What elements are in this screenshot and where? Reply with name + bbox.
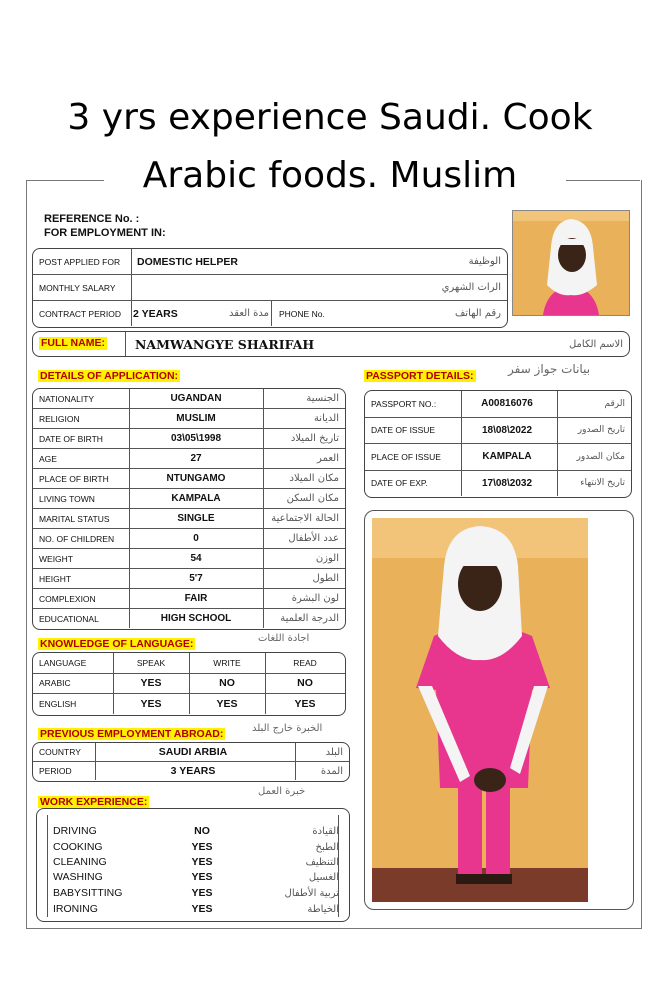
work-experience-table	[36, 808, 350, 922]
passport-value: 17\08\2032	[481, 477, 533, 489]
table-row	[33, 589, 345, 609]
language-read-value: NO	[297, 677, 313, 690]
table-row	[365, 444, 631, 471]
column-divider	[113, 653, 114, 673]
contract-period-label: CONTRACT PERIOD	[39, 308, 122, 319]
detail-label: AGE	[39, 453, 57, 464]
detail-value: KAMPALA	[171, 493, 221, 504]
work-skill-value: YES	[191, 871, 213, 883]
detail-arabic: الجنسية	[306, 393, 339, 404]
work-skill-arabic: القيادة	[312, 825, 339, 837]
detail-label: NO. OF CHILDREN	[39, 533, 115, 544]
language-name: ENGLISH	[39, 699, 77, 710]
knowledge-of-language-heading: KNOWLEDGE OF LANGUAGE:	[40, 638, 194, 650]
headline-line-1: 3 yrs experience Saudi. Cook	[67, 97, 593, 138]
table-row	[33, 509, 345, 529]
passport-label: DATE OF EXP.	[371, 478, 428, 489]
language-column-header: LANGUAGE	[39, 657, 87, 668]
detail-value: 27	[190, 453, 202, 464]
language-column-header: SPEAK	[136, 657, 166, 668]
work-skill-label: WASHING	[53, 871, 103, 883]
detail-value: HIGH SCHOOL	[160, 613, 232, 624]
language-write-value: NO	[219, 677, 235, 690]
table-row	[33, 449, 345, 469]
passport-value: 18\08\2022	[481, 424, 533, 436]
language-table	[32, 652, 346, 716]
monthly-salary-arabic: الرات الشهري	[441, 282, 501, 293]
table-row	[365, 391, 631, 418]
language-read-value: YES	[294, 698, 316, 711]
detail-label: LIVING TOWN	[39, 493, 95, 504]
passport-arabic: مكان الصدور	[576, 451, 625, 462]
table-row	[33, 569, 345, 589]
table-row	[33, 549, 345, 569]
detail-value: FAIR	[184, 593, 208, 604]
detail-label: RELIGION	[39, 413, 80, 424]
passport-arabic: تاريخ الصدور	[577, 425, 625, 436]
table-row	[33, 609, 345, 628]
phone-number-label: PHONE No.	[279, 308, 325, 319]
passport-arabic: الرقم	[604, 398, 625, 409]
detail-value: SINGLE	[177, 513, 215, 524]
previous-employment-label: PERIOD	[39, 766, 72, 776]
work-skill-value: YES	[191, 903, 213, 915]
table-row	[33, 489, 345, 509]
language-speak-value: YES	[140, 677, 162, 690]
contract-period-arabic: مدة العقد	[229, 308, 269, 319]
applicant-full-body-photo	[372, 518, 588, 902]
detail-arabic: الديانة	[313, 413, 339, 424]
detail-label: NATIONALITY	[39, 393, 95, 404]
frame-top-right-rule	[566, 180, 640, 181]
work-skill-value: YES	[191, 856, 213, 868]
passport-label: DATE OF ISSUE	[371, 425, 436, 436]
previous-employment-heading: PREVIOUS EMPLOYMENT ABROAD:	[40, 728, 224, 740]
detail-arabic: العمر	[317, 453, 339, 464]
post-applied-arabic: الوظيفة	[468, 256, 501, 267]
language-column-header: WRITE	[213, 657, 241, 668]
work-skill-arabic: الغسيل	[308, 871, 339, 883]
table-row	[365, 418, 631, 445]
table-row	[33, 409, 345, 429]
language-speak-value: YES	[140, 698, 162, 711]
employment-in-label: FOR EMPLOYMENT IN:	[44, 227, 166, 239]
work-skill-arabic: التنظيف	[305, 856, 339, 868]
detail-label: MARITAL STATUS	[39, 513, 110, 524]
previous-employment-table	[32, 742, 350, 782]
work-skill-arabic: تربية الأطفال	[284, 887, 339, 899]
detail-label: DATE OF BIRTH	[39, 433, 103, 444]
detail-value: UGANDAN	[170, 393, 222, 404]
headline-line-2: Arabic foods. Muslim	[142, 155, 518, 196]
work-skill-value: YES	[191, 841, 213, 853]
table-row	[365, 471, 631, 497]
previous-employment-arabic: المدة	[320, 765, 343, 777]
detail-value: 5'7	[189, 573, 203, 584]
table-row	[33, 469, 345, 489]
previous-employment-arabic-heading: الخبرة خارج البلد	[252, 723, 323, 734]
phone-number-arabic: رقم الهاتف	[454, 308, 501, 319]
detail-label: PLACE OF BIRTH	[39, 473, 109, 484]
work-skill-arabic: الخياطة	[307, 903, 339, 915]
work-skill-label: COOKING	[53, 841, 103, 853]
work-skill-label: DRIVING	[53, 825, 97, 837]
detail-arabic: الطول	[312, 573, 339, 584]
table-row	[33, 743, 349, 762]
detail-arabic: مكان الميلاد	[289, 473, 339, 484]
post-details-table	[32, 248, 508, 328]
work-skill-value: YES	[191, 887, 213, 899]
detail-label: EDUCATIONAL	[39, 613, 99, 624]
table-row	[33, 249, 507, 275]
table-row	[33, 301, 507, 326]
passport-details-arabic-heading: بيانات جواز سفر	[508, 362, 591, 376]
passport-value: KAMPALA	[482, 451, 532, 463]
knowledge-of-language-arabic-heading: اجادة اللغات	[258, 633, 310, 644]
table-header-row	[33, 653, 345, 674]
language-column-header: READ	[293, 657, 317, 668]
detail-label: WEIGHT	[39, 553, 73, 564]
detail-value: MUSLIM	[176, 413, 216, 424]
applicant-portrait-photo	[512, 210, 630, 316]
previous-employment-value: 3 YEARS	[170, 765, 216, 777]
full-name-label: FULL NAME:	[41, 337, 105, 349]
passport-details-heading: PASSPORT DETAILS:	[366, 370, 474, 382]
column-divider	[265, 653, 266, 673]
work-skill-arabic: الطبخ	[315, 841, 339, 853]
previous-employment-label: COUNTRY	[39, 747, 81, 757]
table-row	[33, 275, 507, 301]
work-skill-label: IRONING	[53, 903, 98, 915]
table-row	[33, 529, 345, 549]
passport-arabic: تاريخ الانتهاء	[580, 478, 625, 489]
detail-value: NTUNGAMO	[166, 473, 226, 484]
detail-arabic: الحالة الاجتماعية	[271, 513, 339, 524]
full-name-value: NAMWANGYE SHARIFAH	[135, 336, 315, 352]
passport-value: A00816076	[481, 398, 533, 410]
passport-label: PASSPORT NO.:	[371, 398, 437, 409]
detail-arabic: مكان السكن	[286, 493, 339, 504]
full-name-arabic: الاسم الكامل	[568, 338, 623, 350]
details-of-application-heading: DETAILS OF APPLICATION:	[40, 370, 179, 382]
post-applied-label: POST APPLIED FOR	[39, 256, 121, 267]
table-row	[33, 389, 345, 409]
monthly-salary-label: MONTHLY SALARY	[39, 282, 116, 293]
details-table	[32, 388, 346, 630]
detail-arabic: لون البشرة	[291, 593, 339, 604]
work-skill-value: NO	[194, 825, 210, 837]
previous-employment-value: SAUDI ARBIA	[158, 746, 228, 758]
table-row	[33, 694, 345, 714]
detail-label: HEIGHT	[39, 573, 72, 584]
detail-arabic: الدرجة العلمية	[280, 613, 339, 624]
work-skill-label: CLEANING	[53, 856, 107, 868]
detail-value: 0	[193, 533, 199, 544]
table-row	[33, 429, 345, 449]
passport-table	[364, 390, 632, 498]
previous-employment-arabic: البلد	[325, 746, 343, 758]
detail-value: 03\05\1998	[170, 433, 222, 444]
detail-label: COMPLEXION	[39, 593, 96, 604]
table-row	[33, 762, 349, 780]
detail-value: 54	[190, 553, 202, 564]
work-table-rule	[47, 815, 339, 917]
work-experience-arabic-heading: خبرة العمل	[258, 786, 306, 797]
column-divider	[189, 653, 190, 673]
detail-arabic: تاريخ الميلاد	[290, 433, 339, 444]
language-name: ARABIC	[39, 678, 71, 689]
post-applied-value: DOMESTIC HELPER	[137, 255, 238, 268]
detail-arabic: عدد الأطفال	[288, 533, 339, 544]
detail-arabic: الوزن	[315, 553, 339, 564]
table-row	[33, 674, 345, 695]
full-name-box	[32, 331, 630, 357]
monthly-salary-value	[137, 275, 257, 300]
reference-number-label: REFERENCE No. :	[44, 213, 140, 225]
contract-period-value: 2 YEARS	[133, 307, 178, 320]
passport-label: PLACE OF ISSUE	[371, 451, 441, 462]
language-write-value: YES	[216, 698, 238, 711]
work-skill-label: BABYSITTING	[53, 887, 123, 899]
frame-top-left-rule	[26, 180, 104, 181]
work-experience-heading: WORK EXPERIENCE:	[40, 796, 148, 808]
